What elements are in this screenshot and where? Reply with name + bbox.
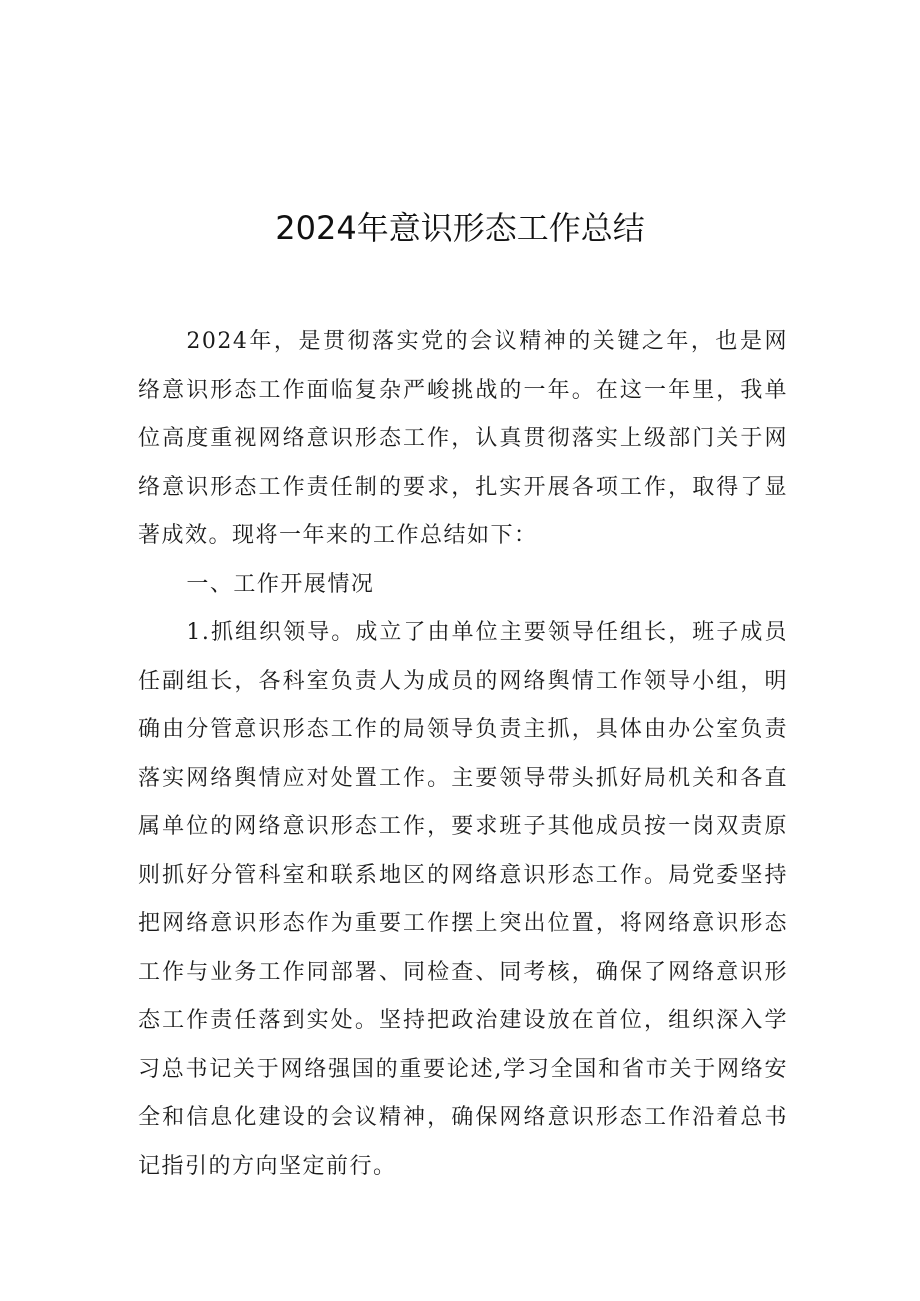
body-paragraph: 1.抓组织领导。成立了由单位主要领导任组长，班子成员任副组长，各科室负责人为成员的网络舆情工作领导小组，明确由分管意识形态工作的局领导负责主抓，具体由办公室负责落实网络舆情应对处置工作。主要领导带头抓好局机关和各直属单位的网络意识形态工作，要求班子其他成员按一岗双责原则抓好分管科室和联系地区的网络意识形态工作。局党委坚持把网络意识形态作为重要工作摆上突出位置，将网络意识形态工作与业务工作同部署、同检查、同考核，确保了网络意识形态工作责任落到实处。坚持把政治建设放在首位，组织深入学习总书记关于网络强国的重要论述,学习全国和省市关于网络安全和信息化建设的会议精神，确保网络意识形态工作沿着总书记指引的方向坚定前行。 bbox=[138, 620, 788, 1179]
document-title: 2024年意识形态工作总结 bbox=[275, 209, 645, 247]
intro-paragraph: 2024年，是贯彻落实党的会议精神的关键之年，也是网络意识形态工作面临复杂严峻挑战的一年。在这一年里，我单位高度重视网络意识形态工作，认真贯彻落实上级部门关于网络意识形态工作责任制的要求，扎实开展各项工作，取得了显著成效。现将一年来的工作总结如下： bbox=[138, 329, 788, 548]
section-heading: 一、工作开展情况 bbox=[186, 571, 375, 597]
document-body bbox=[138, 318, 788, 1191]
